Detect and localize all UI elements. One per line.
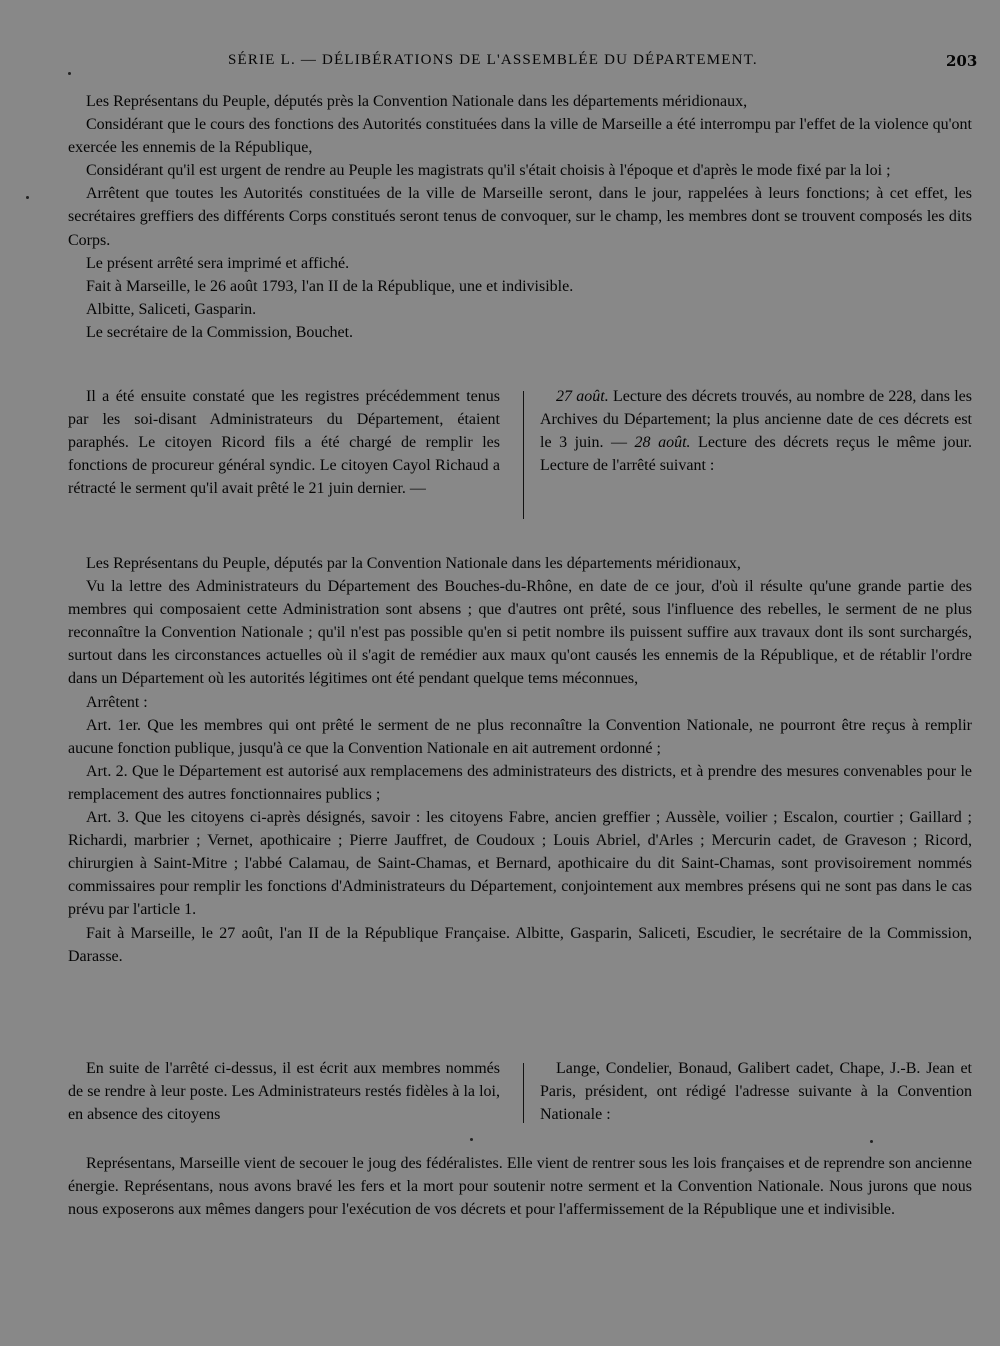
print-speck <box>470 1138 473 1141</box>
right-column <box>540 385 972 477</box>
left-column <box>68 385 500 500</box>
paragraph: Considérant que le cours des fonctions des Autorités constituées dans la ville de Marseille a été interrompu par l'effet de la violence qu'ont exercée les ennemis de la République, <box>68 116 972 157</box>
page-number: 203 <box>946 52 978 70</box>
minutes-text: Il a été ensuite constaté que les registres précédemment tenus par les soi-disant Administrateurs du Département, étaient paraphés. Le citoyen Ricord fils a été chargé de remplir les fonctions de procureur général syndic. Le citoyen Cayol Richaud a rétracté le serment qu'il avait prêté le 21 juin dernier. — <box>68 388 500 498</box>
column-divider <box>523 1063 524 1123</box>
minutes-text: En suite de l'arrêté ci-dessus, il est écrit aux membres nommés de se rendre à leur poste. Les Administrateurs restés fidèles à la loi, en absence des citoyens <box>68 1060 500 1124</box>
print-speck <box>870 1140 873 1143</box>
print-speck <box>26 196 29 199</box>
text-part: Lecture des décrets reçus le même jour. Lecture de l'arrêté suivant : <box>540 434 972 475</box>
article-2: Art. 2. Que le Département est autorisé aux remplacemens des administrateurs des districts, et à prendre des mesures convenables pour le remplacement des autres fonctionnaires publics ; <box>68 762 972 803</box>
right-column <box>540 1057 972 1126</box>
signatories: Albitte, Saliceti, Gasparin. <box>86 300 257 318</box>
date-27-aout: 27 août. <box>556 388 609 405</box>
adresse-convention <box>68 1152 972 1221</box>
paragraph: Arrêtent : <box>86 693 148 711</box>
paragraph: Arrêtent que toutes les Autorités constituées de la ville de Marseille seront, dans le jour, rappelées à leurs fonctions; à cet effet, les secrétaires greffiers des différents Corps constitués seront tenus de convoquer, sur le champ, les membres dont se trouvent composés les dits Corps. <box>68 185 972 249</box>
minutes-two-column <box>68 385 972 525</box>
paragraph: Vu la lettre des Administrateurs du Département des Bouches-du-Rhône, en date de ce jour, d'où il résulte qu'une grande partie des membres qui composaient cette Administration sont absens ; que d'autres ont prêté, sous l'influence des rebelles, le serment de ne plus reconnaître la Convention Nationale ; qu'il n'est pas possible qu'en si petit nombre ils puissent suffire aux travaux dont ils sont surchargés, surtout dans les circonstances actuelles où il s'agit de remédier aux maux qu'ont causés les ennemis de la République, et de rétablir l'ordre dans un Département où les autorités légitimes ont été pendant quelque tems méconnues, <box>68 578 972 688</box>
print-speck <box>68 72 71 75</box>
paragraph: Le présent arrêté sera imprimé et affiché. <box>86 254 350 272</box>
column-divider <box>523 391 524 519</box>
minutes-text <box>540 385 972 477</box>
left-column <box>68 1057 500 1126</box>
paragraph: Considérant qu'il est urgent de rendre au Peuple les magistrats qu'il s'était choisis à l'époque et d'après le mode fixé par la loi ; <box>86 162 891 180</box>
arrete-27-aout <box>68 552 972 968</box>
arrete-26-aout <box>68 90 972 344</box>
text-part: Lecture des décrets trouvés, au nombre de 228, dans les Archives du Département; la plus ancienne date de ces décrets est le 3 juin. — <box>540 388 972 452</box>
secretary-line: Le secrétaire de la Commission, Bouchet. <box>86 323 354 341</box>
paragraph: Fait à Marseille, le 27 août, l'an II de la République Française. Albitte, Gasparin, Saliceti, Escudier, le secrétaire de la Commission, Darasse. <box>68 924 972 965</box>
date-28-aout: 28 août. <box>634 434 691 452</box>
running-title: SÉRIE L. — DÉLIBÉRATIONS DE L'ASSEMBLÉE DU DÉPARTEMENT. <box>228 52 758 68</box>
minutes-two-column-2 <box>68 1057 972 1129</box>
paragraph: Les Représentans du Peuple, députés près la Convention Nationale dans les départements méridionaux, <box>86 93 748 110</box>
paragraph: Les Représentans du Peuple, députés par la Convention Nationale dans les départements méridionaux, <box>86 555 741 572</box>
article-1: Art. 1er. Que les membres qui ont prêté le serment de ne plus reconnaître la Convention Nationale, ne pourront être reçus à remplir aucune fonction publique, jusqu'à ce que la Convention Nationale en ait autrement ordonné ; <box>68 716 972 757</box>
page-header <box>0 52 1000 76</box>
minutes-text: Lange, Condelier, Bonaud, Galibert cadet, Chape, J.-B. Jean et Paris, président, ont rédigé l'adresse suivante à la Convention Nationale : <box>540 1060 972 1124</box>
address-text: Représentans, Marseille vient de secouer le joug des fédéralistes. Elle vient de rentrer sous les lois françaises et de reprendre son ancienne énergie. Représentans, nous avons bravé les fers et la mort pour soutenir notre serment et la Convention Nationale. Nous jurons que nous nous exposerons aux mêmes dangers pour l'exécution de vos décrets et pour l'affermissement de la République une et indivisible. <box>68 1155 972 1219</box>
article-3: Art. 3. Que les citoyens ci-après désignés, savoir : les citoyens Fabre, ancien greffier ; Aussèle, voilier ; Escalon, courtier ; Gaillard ; Richardi, marbrier ; Vernet, apothicaire ; Pierre Jauffret, de Coudoux ; Louis Abriel, d'Arles ; Mercurin cadet, de Graveson ; Ricord, chirurgien à Saint-Mitre ; l'abbé Calamau, de Saint-Chamas, et Bernard, apothicaire du dit Saint-Chamas, sont provisoirement nommés commissaires pour remplir les fonctions d'Administrateurs du Département, conjointement aux membres présens qui ne sont pas dans le cas prévu par l'article 1. <box>68 809 972 919</box>
paragraph: Fait à Marseille, le 26 août 1793, l'an II de la République, une et indivisible. <box>86 277 574 295</box>
